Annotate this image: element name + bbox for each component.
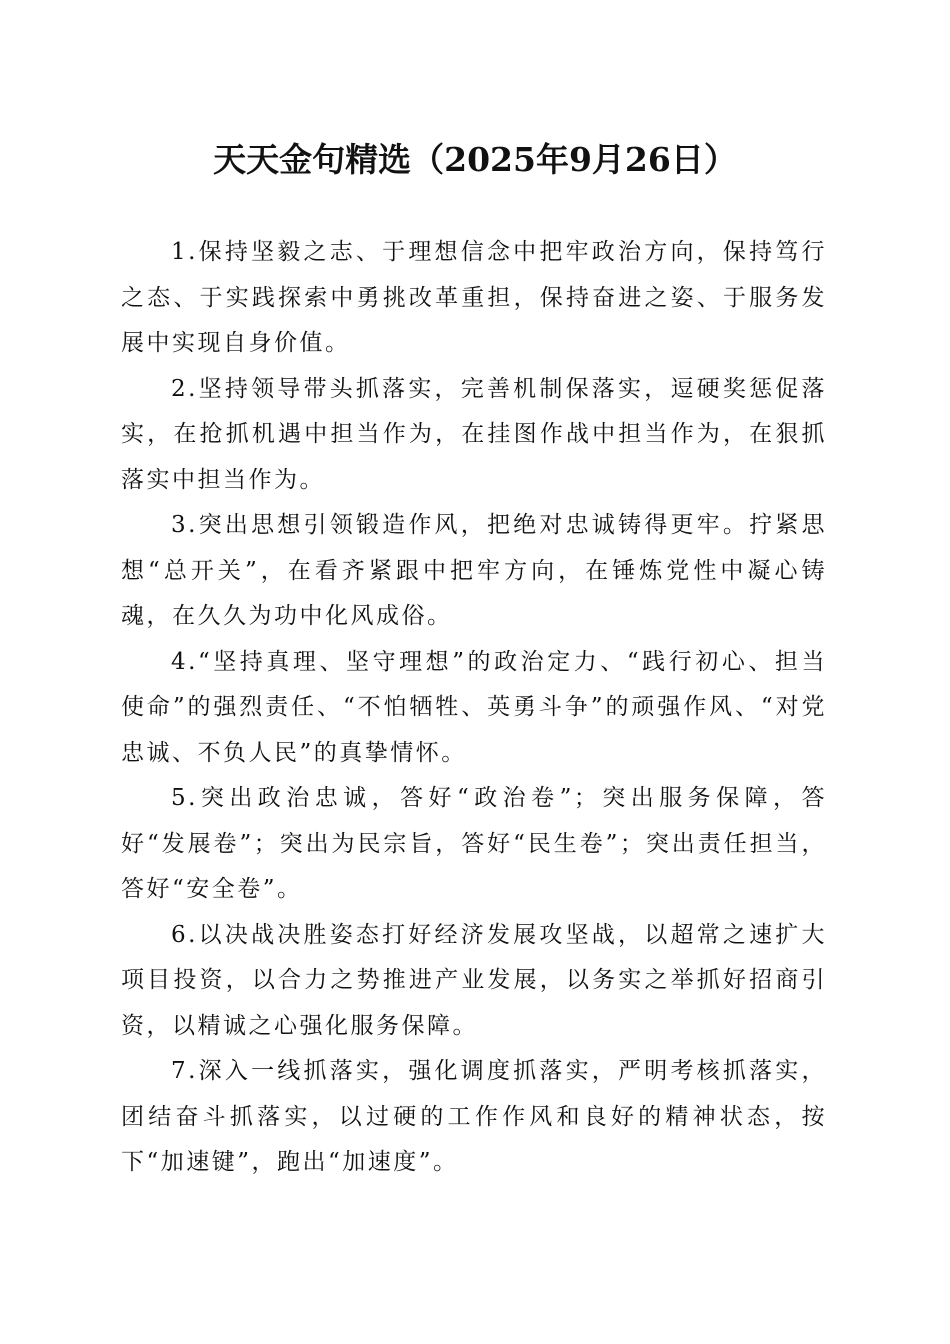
paragraph-4: 4.“坚持真理、坚守理想”的政治定力、“践行初心、担当使命”的强烈责任、“不怕牺牲、英勇斗争”的顽强作风、“对党忠诚、不负人民”的真挚情怀。 [121, 648, 827, 766]
document-title: 天天金句精选（2025年9月26日） [213, 140, 737, 179]
paragraph-7: 7.深入一线抓落实，强化调度抓落实，严明考核抓落实，团结奋斗抓落实，以过硬的工作作风和良好的精神状态，按下“加速键”，跑出“加速度”。 [121, 1058, 827, 1175]
paragraph-2: 2.坚持领导带头抓落实，完善机制保落实，逗硬奖惩促落实，在抢抓机遇中担当作为，在挂图作战中担当作为，在狠抓落实中担当作为。 [121, 375, 827, 493]
paragraph-3: 3.突出思想引领锻造作风，把绝对忠诚铸得更牢。拧紧思想“总开关”，在看齐紧跟中把牢方向，在锤炼党性中凝心铸魂，在久久为功中化风成俗。 [121, 512, 827, 629]
document-body [121, 230, 827, 1186]
paragraph-5: 5.突出政治忠诚，答好“政治卷”；突出服务保障，答好“发展卷”；突出为民宗旨，答好“民生卷”；突出责任担当，答好“安全卷”。 [121, 785, 827, 902]
paragraph-1: 1.保持坚毅之志、于理想信念中把牢政治方向，保持笃行之态、于实践探索中勇挑改革重担，保持奋进之姿、于服务发展中实现自身价值。 [121, 239, 827, 356]
paragraph-6: 6.以决战决胜姿态打好经济发展攻坚战，以超常之速扩大项目投资，以合力之势推进产业发展，以务实之举抓好招商引资，以精诚之心强化服务保障。 [121, 921, 827, 1039]
